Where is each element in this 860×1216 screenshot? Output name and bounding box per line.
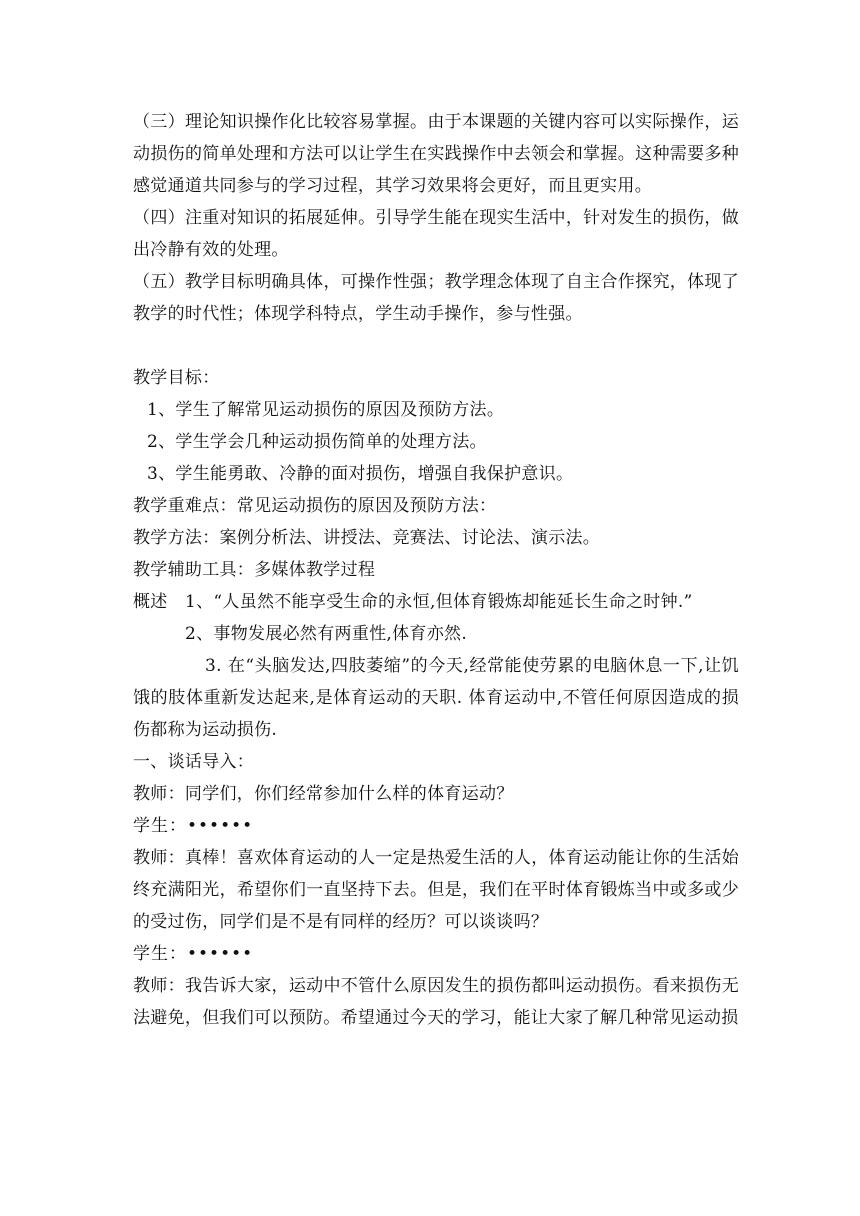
paragraph-four: （四）注重对知识的拓展延伸。引导学生能在现实生活中，针对发生的损伤，做出冷静有效的处理。 xyxy=(133,208,739,260)
overview-item: 1、“人虽然不能享受生命的永恒,但体育锻炼却能延长生命之时钟.” xyxy=(185,592,693,612)
objective-item: 1、学生了解常见运动损伤的原因及预防方法。 xyxy=(147,400,505,420)
dialogue-teacher: 教师：真棒！喜欢体育运动的人一定是热爱生活的人，体育运动能让你的生活始终充满阳光，希望你们一直坚持下去。但是，我们在平时体育锻炼当中或多或少的受过伤，同学们是不是有同样的经历？可以谈谈吗？ xyxy=(133,848,739,932)
objective-item: 2、学生学会几种运动损伤简单的处理方法。 xyxy=(147,432,487,452)
dialogue-student: 学生：•••••• xyxy=(133,816,254,836)
overview-item: 2、事物发展必然有两重性,体育亦然. xyxy=(185,624,468,644)
blank-line xyxy=(133,330,739,362)
dialogue-student: 学生：•••••• xyxy=(133,944,254,964)
section-heading: 一、谈话导入： xyxy=(133,752,255,772)
paragraph-three: （三）理论知识操作化比较容易掌握。由于本课题的关键内容可以实际操作，运动损伤的简单处理和方法可以让学生在实践操作中去领会和掌握。这种需要多种感觉通道共同参与的学习过程，其学习效果将会更好，而且更实用。 xyxy=(133,112,739,196)
overview-label: 概述 xyxy=(133,592,168,612)
objective-item: 3、学生能勇敢、冷静的面对损伤，增强自我保护意识。 xyxy=(147,464,574,484)
paragraph-five: （五）教学目标明确具体，可操作性强；教学理念体现了自主合作探究，体现了教学的时代性；体现学科特点，学生动手操作，参与性强。 xyxy=(133,272,739,324)
dialogue-teacher: 教师：同学们，你们经常参加什么样的体育运动？ xyxy=(133,784,514,804)
key-points-line: 教学重难点：常见运动损伤的原因及预防方法： xyxy=(133,496,497,516)
overview-first-line xyxy=(133,586,739,618)
tools-line: 教学辅助工具：多媒体教学过程 xyxy=(133,560,376,580)
dialogue-teacher: 教师：我告诉大家，运动中不管什么原因发生的损伤都叫运动损伤。看来损伤无法避免，但我们可以预防。希望通过今天的学习，能让大家了解几种常见运动损 xyxy=(133,976,739,1028)
objectives-heading: 教学目标： xyxy=(133,368,220,388)
methods-line: 教学方法：案例分析法、讲授法、竞赛法、讨论法、演示法。 xyxy=(133,528,601,548)
overview-item: 3. 在“头脑发达,四肢萎缩”的今天,经常能使劳累的电脑休息一下,让饥饿的肢体重新发达起来,是体育运动的天职. 体育运动中,不管任何原因造成的损伤都称为运动损伤. xyxy=(133,656,739,740)
document-body xyxy=(133,106,739,1034)
